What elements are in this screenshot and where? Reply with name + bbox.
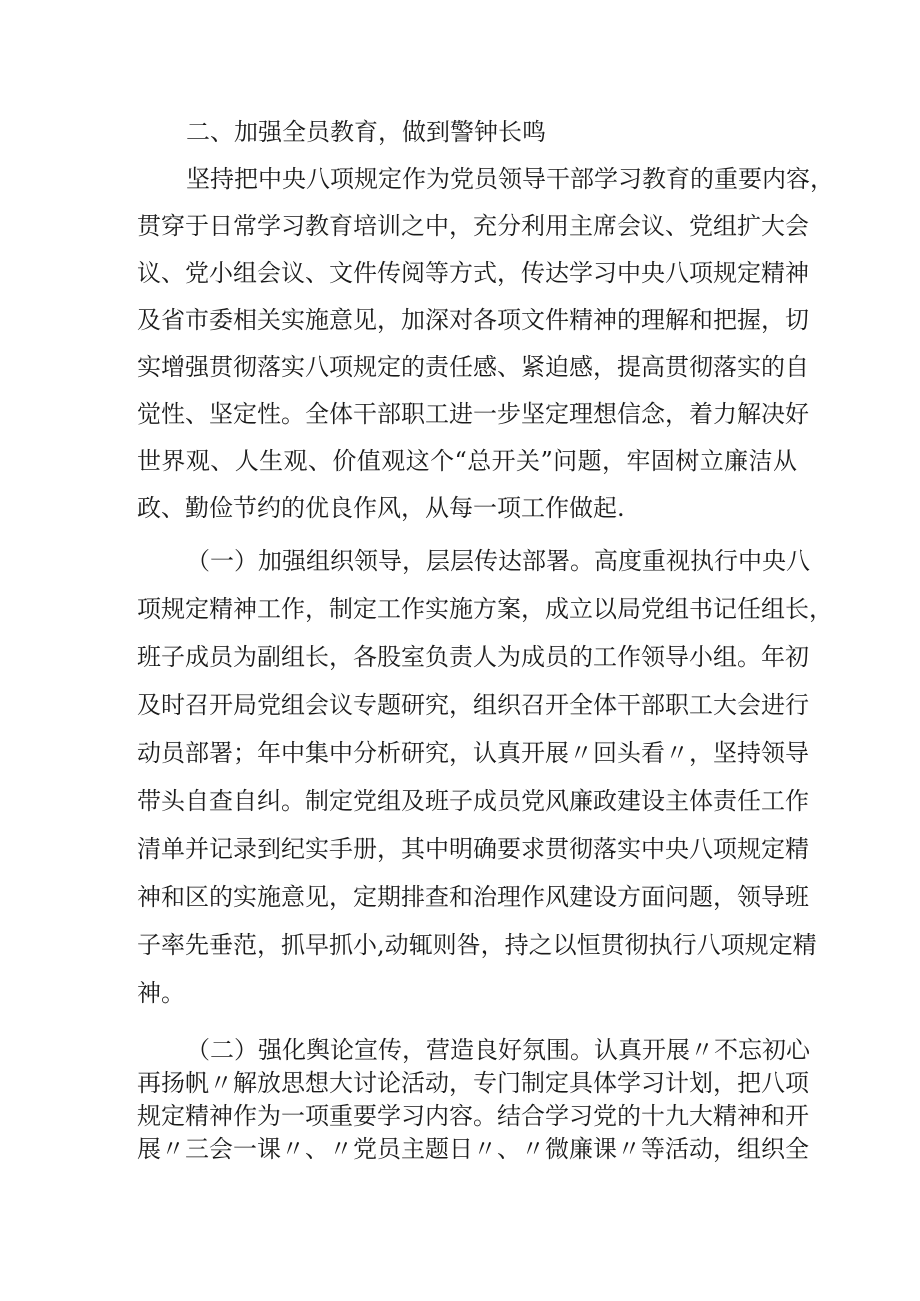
section-heading: 二、加强全员教育，做到警钟长鸣 bbox=[186, 118, 546, 146]
paragraph-2-line-5: 动 员 部 署 ； 年 中 集 中 分 析 研 究 ， 认 真 开 展 〃 回 头 看 〃 ， 坚 持 领 导 bbox=[137, 739, 809, 767]
paragraph-1-line-8 bbox=[137, 492, 797, 524]
paragraph-1-line-4: 及 省 市 委 相 关 实 施 意 见 ， 加 深 对 各 项 文 件 精 神 的 理 解 和 把 握 ， 切 bbox=[137, 306, 809, 334]
paragraph-2-line-2: 项 规 定 精 神 工 作 ， 制 定 工 作 实 施 方 案 ， 成 立 以 局 党 组 书 记 任 组 长 ， bbox=[137, 595, 833, 623]
paragraph-1-line-2: 贯 穿 于 日 常 学 习 教 育 培 训 之 中 ， 充 分 利 用 主 席 会 议 、 党 组 扩 大 会 bbox=[137, 212, 809, 240]
paragraph-3-line-1: （ 二 ） 强 化 舆 论 宣 传 ， 营 造 良 好 氛 围 。 认 真 开 展 〃 不 忘 初 心 bbox=[186, 1036, 810, 1064]
paragraph-1-line-7: 世 界 观 、 人 生 观 、 价 值 观 这 个 “ 总 开 关 ” 问 题 ， 牢 固 树 立 廉 洁 从 bbox=[137, 447, 797, 475]
paragraph-3-line-2: 再 扬 帆 〃 解 放 思 想 大 讨 论 活 动 ， 专 门 制 定 具 体 学 习 计 划 ， 把 八 项 bbox=[137, 1069, 809, 1097]
paragraph-3-line-4: 展 〃 三 会 一 课 〃 、 〃 党 员 主 题 日 〃 、 〃 微 廉 课 〃 等 活 动 ， 组 织 全 bbox=[137, 1135, 809, 1163]
paragraph-2-line-3: 班 子 成 员 为 副 组 长 ， 各 股 室 负 责 人 为 成 员 的 工 作 领 导 小 组 。 年 初 bbox=[137, 643, 809, 671]
paragraph-2-line-10 bbox=[137, 977, 797, 1009]
paragraph-2-line-8: 神 和 区 的 实 施 意 见 ， 定 期 排 查 和 治 理 作 风 建 设 方 面 问 题 ， 领 导 班 bbox=[137, 883, 809, 911]
paragraph-1-line-1: 坚 持 把 中 央 八 项 规 定 作 为 党 员 领 导 干 部 学 习 教 育 的 重 要 内 容 ， bbox=[186, 165, 834, 193]
paragraph-1-line-6: 觉 性 、 坚 定 性 。 全 体 干 部 职 工 进 一 步 坚 定 理 想 信 念 ， 着 力 解 决 好 bbox=[137, 400, 809, 428]
paragraph-1-line-5: 实 增 强 贯 彻 落 实 八 项 规 定 的 责 任 感 、 紧 迫 感 ， 提 高 贯 彻 落 实 的 自 bbox=[137, 353, 809, 381]
paragraph-3-line-3: 规 定 精 神 作 为 一 项 重 要 学 习 内 容 。 结 合 学 习 党 的 十 九 大 精 神 和 开 bbox=[137, 1102, 809, 1130]
paragraph-2-line-7: 清 单 并 记 录 到 纪 实 手 册 ， 其 中 明 确 要 求 贯 彻 落 实 中 央 八 项 规 定 精 bbox=[137, 835, 809, 863]
paragraph-2-line-6: 带 头 自 查 自 纠 。 制 定 党 组 及 班 子 成 员 党 风 廉 政 建 设 主 体 责 任 工 作 bbox=[137, 787, 809, 815]
paragraph-2-line-4: 及 时 召 开 局 党 组 会 议 专 题 研 究 ， 组 织 召 开 全 体 干 部 职 工 大 会 进 行 bbox=[137, 691, 809, 719]
paragraph-1-line-3: 议 、 党 小 组 会 议 、 文 件 传 阅 等 方 式 ， 传 达 学 习 中 央 八 项 规 定 精 神 bbox=[137, 259, 809, 287]
paragraph-2-line-9: 子 率 先 垂 范 ， 抓 早 抓 小 , 动 辄 则 咎 ， 持 之 以 恒 贯 彻 执 行 八 项 规 定 精 bbox=[137, 931, 817, 959]
text-line: 神。 bbox=[137, 979, 185, 1007]
text-line: 政、勤俭节约的优良作风，从每一项工作做起. bbox=[137, 494, 625, 522]
paragraph-2-line-1: （ 一 ） 加 强 组 织 领 导 ， 层 层 传 达 部 署 。 高 度 重 视 执 行 中 央 八 bbox=[186, 547, 810, 575]
